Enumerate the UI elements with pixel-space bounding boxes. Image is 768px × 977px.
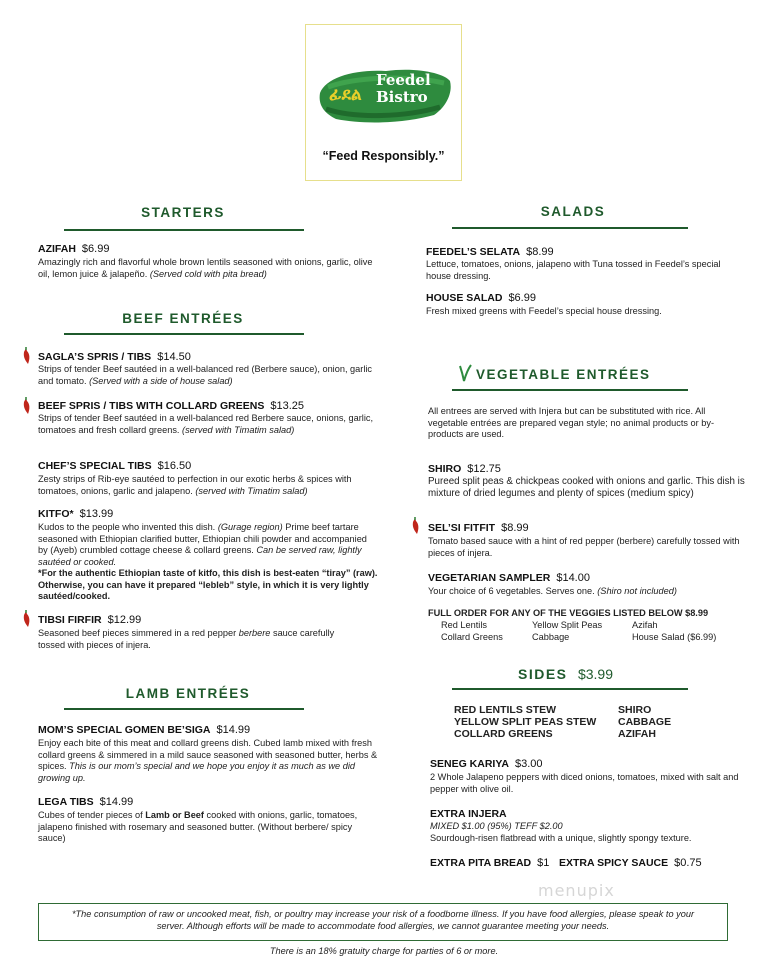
selsi-fitfit-desc: Tomato based sauce with a hint of red pepper (berbere) carefully tossed with pieces of injera. xyxy=(428,536,740,558)
allergy-notice: *The consumption of raw or uncooked meat, fish, or poultry may increase your risk of a foodborne illness. If you have food allergies, please speak to your server. Although efforts will be made to accommodate food allergies, we cannot guarantee meeting your needs. xyxy=(71,909,694,931)
selsi-fitfit-item: SEL’SI FITFIT $8.99 xyxy=(428,522,529,534)
chili-pepper-icon xyxy=(410,517,420,535)
veggie-collard-greens: Collard Greens xyxy=(441,632,503,642)
gomen-besiga-desc: Enjoy each bite of this meat and collard greens dish. Cubed lamb mixed with fresh collard greens & simmered in a mild sauce seasoned with seasoned butter, herbs & spices. This is our mom’s special and we hope you enjoy it as much as we did growing up. xyxy=(38,738,378,783)
shiro-desc: Pureed split peas & chickpeas cooked with onions and garlic. This dish is mixture of dried legumes and plenty of spices (medium spicy) xyxy=(428,476,745,499)
sides-list-col2 xyxy=(618,704,671,740)
beef-tibs-collard-item: BEEF SPRIS / TIBS WITH COLLARD GREENS $13.25 xyxy=(38,400,305,412)
logo-name-line2: Bistro xyxy=(376,88,428,106)
vegetarian-sampler-desc: Your choice of 6 vegetables. Serves one. (Shiro not included) xyxy=(428,586,677,596)
gomen-besiga-item: MOM’S SPECIAL GOMEN BE’SIGA $14.99 xyxy=(38,724,251,736)
menupix-watermark: menupix xyxy=(538,881,615,900)
lega-tibs-item: LEGA TIBS $14.99 xyxy=(38,796,134,808)
seneg-kariya-desc: 2 Whole Jalapeno peppers with diced onions, tomatoes, mixed with salt and pepper with olive oil. xyxy=(430,772,739,794)
beef-title: BEEF ENTRÉES xyxy=(122,311,244,326)
kitfo-desc: Kudos to the people who invented this dish. (Gurage region) Prime beef tartare seasoned with Ethiopian clarified butter, Ethiopian chili powder and accompanied by (Ayeb) crumbled cottage cheese & collard greens. Can be served raw, lightly sautéed or cooked. *For the authentic Ethiopian taste of kitfo, this dish is best-eaten “tiray” (raw). Otherwise, you can have it prepared “lebleb” style, in which it is very lightly sautéed/cooked. xyxy=(38,522,378,601)
veggie-red-lentils: Red Lentils xyxy=(441,620,487,630)
chefs-special-item: CHEF’S SPECIAL TIBS $16.50 xyxy=(38,460,192,472)
vegetarian-sampler-item: VEGETARIAN SAMPLER $14.00 xyxy=(428,572,590,584)
logo-amharic-text: ፊደል xyxy=(329,85,362,105)
side-yellow-split-peas-stew: YELLOW SPLIT PEAS STEW xyxy=(454,716,597,728)
salads-title: SALADS xyxy=(540,204,606,219)
shiro-item: SHIRO $12.75 xyxy=(428,463,501,475)
gratuity-notice: There is an 18% gratuity charge for parties of 6 or more. xyxy=(269,946,499,956)
logo-name-line1: Feedel xyxy=(376,71,431,89)
extra-pita-item: EXTRA PITA BREAD $1 xyxy=(430,857,550,869)
salads-divider xyxy=(452,227,688,229)
extra-injera-item: EXTRA INJERA xyxy=(430,808,507,820)
veggie-house-salad: House Salad ($6.99) xyxy=(632,632,717,642)
veggie-azifah: Azifah xyxy=(632,620,658,630)
chili-pepper-icon xyxy=(21,347,31,365)
sides-divider xyxy=(452,688,688,690)
side-collard-greens: COLLARD GREENS xyxy=(454,728,553,740)
saglas-tibs-desc: Strips of tender Beef sautéed in a well-balanced red (Berbere sauce), onion, garlic and tomato. (Served with a side of house salad) xyxy=(38,364,373,386)
starters-divider xyxy=(64,229,304,231)
tibsi-firfir-item: TIBSI FIRFIR $12.99 xyxy=(38,614,142,626)
vegetable-intro: All entrees are served with Injera but can be substituted with rice. All vegetable entrées are prepared vegan style; no animal products or by-products are used. xyxy=(428,406,715,439)
logo-name xyxy=(376,72,431,106)
sides-price: $3.99 xyxy=(577,666,614,682)
kitfo-item: KITFO* $13.99 xyxy=(38,508,114,520)
sides-title: SIDES xyxy=(518,666,568,682)
tibsi-firfir-desc: Seasoned beef pieces simmered in a red pepper berbere sauce carefully tossed with pieces of injera. xyxy=(38,628,335,650)
side-shiro: SHIRO xyxy=(618,704,652,716)
azifah-desc: Amazingly rich and flavorful whole brown lentils seasoned with onions, garlic, olive oil, lemon juice & jalapeño. (Served cold with pita bread) xyxy=(38,257,373,279)
starters-title: STARTERS xyxy=(141,205,225,220)
veggie-cabbage: Cabbage xyxy=(532,632,570,642)
house-salad-item: HOUSE SALAD $6.99 xyxy=(426,292,536,304)
azifah-item: AZIFAH $6.99 xyxy=(38,243,110,255)
chefs-special-desc: Zesty strips of Rib-eye sautéed to perfection in our exotic herbs & spices with tomatoes, onions, garlic and jalapeno. (served with Timatim salad) xyxy=(38,474,352,496)
logo-box xyxy=(305,24,462,181)
leaf-icon xyxy=(458,364,472,382)
extra-spicy-item: EXTRA SPICY SAUCE $0.75 xyxy=(559,857,702,869)
saglas-tibs-item: SAGLA’S SPRIS / TIBS $14.50 xyxy=(38,351,191,363)
chili-pepper-icon xyxy=(21,397,31,415)
full-order-heading: FULL ORDER FOR ANY OF THE VEGGIES LISTED BELOW $8.99 xyxy=(428,608,709,618)
lamb-title: LAMB ENTRÉES xyxy=(125,686,251,701)
lega-tibs-desc: Cubes of tender pieces of Lamb or Beef cooked with onions, garlic, tomatoes, jalapeno finished with rosemary and seasoned butter. (Without berbere/ spicy sauce) xyxy=(38,810,358,843)
beef-tibs-collard-desc: Strips of tender Beef sautéed in a well-balanced red Berbere sauce, onions, garlic, tomatoes and fresh collard greens. (served with Timatim salad) xyxy=(38,413,374,435)
sides-list-col1 xyxy=(454,704,596,740)
sides-title-row xyxy=(518,666,613,684)
veggie-yellow-split-peas: Yellow Split Peas xyxy=(532,620,603,630)
vegetable-title: VEGETABLE ENTRÉES xyxy=(476,367,651,382)
seneg-kariya-item: SENEG KARIYA $3.00 xyxy=(430,758,543,770)
extra-injera-prices: MIXED $1.00 (95%) TEFF $2.00 xyxy=(430,821,563,831)
feedels-selata-desc: Lettuce, tomatoes, onions, jalapeno with Tuna tossed in Feedel’s special house dressing. xyxy=(426,259,721,281)
tagline: “Feed Responsibly.” xyxy=(322,149,445,163)
vegetable-divider xyxy=(452,389,688,391)
extra-injera-desc: Sourdough-risen flatbread with a unique, slightly spongy texture. xyxy=(430,833,692,843)
lamb-divider xyxy=(64,708,304,710)
house-salad-desc: Fresh mixed greens with Feedel’s special house dressing. xyxy=(426,306,662,316)
side-red-lentils-stew: RED LENTILS STEW xyxy=(454,704,557,716)
chili-pepper-icon xyxy=(21,610,31,628)
side-azifah: AZIFAH xyxy=(618,728,656,740)
feedels-selata-item: FEEDEL’S SELATA $8.99 xyxy=(426,246,554,258)
side-cabbage: CABBAGE xyxy=(618,716,672,728)
beef-divider xyxy=(64,333,304,335)
